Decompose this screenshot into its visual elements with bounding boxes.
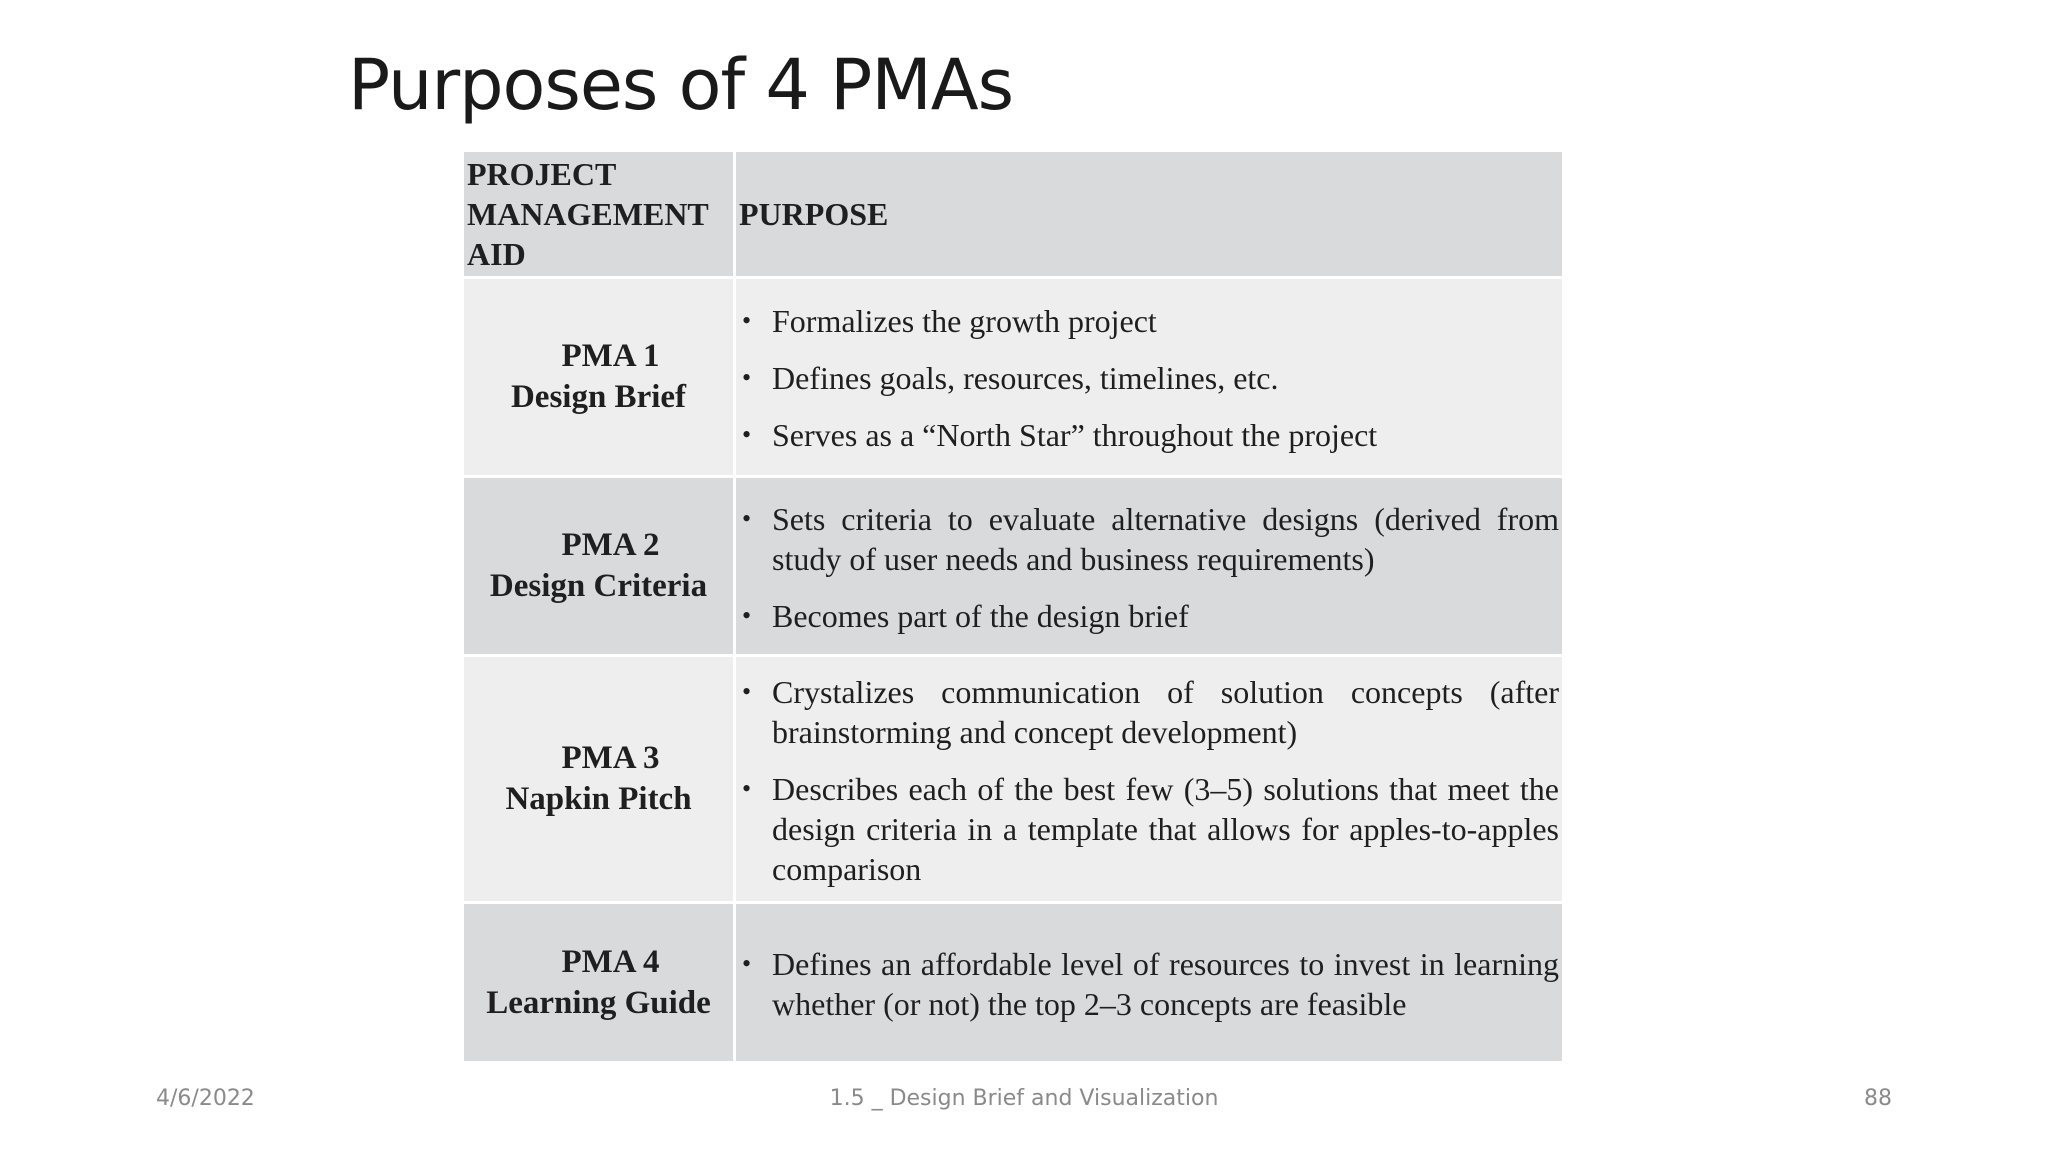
pma-name: Design Criteria bbox=[489, 568, 708, 604]
aid-cell bbox=[463, 656, 735, 903]
bullet-icon: • bbox=[742, 363, 752, 392]
pma-name: Napkin Pitch bbox=[505, 781, 692, 817]
bullet-icon: • bbox=[742, 420, 752, 449]
page-number: 88 bbox=[1864, 1086, 1892, 1111]
list-item bbox=[740, 672, 1559, 752]
list-item bbox=[740, 358, 1559, 398]
header-purpose: PURPOSE bbox=[735, 151, 1564, 278]
purpose-cell bbox=[735, 656, 1564, 903]
table-row bbox=[463, 656, 1564, 903]
list-item bbox=[740, 596, 1559, 636]
list-item bbox=[740, 769, 1559, 889]
purpose-cell bbox=[735, 278, 1564, 477]
bullet-icon: • bbox=[742, 306, 752, 335]
pma-number: PMA 3 bbox=[561, 740, 660, 776]
table-row bbox=[463, 278, 1564, 477]
bullet-icon: • bbox=[742, 948, 752, 978]
list-item bbox=[740, 944, 1559, 1024]
pma-table bbox=[461, 149, 1565, 1064]
pma-name: Design Brief bbox=[510, 379, 687, 415]
pma-name: Learning Guide bbox=[486, 984, 711, 1021]
aid-cell bbox=[463, 278, 735, 477]
purpose-cell bbox=[735, 903, 1564, 1063]
bullet-text: Becomes part of the design brief bbox=[772, 597, 1189, 634]
footer-date: 4/6/2022 bbox=[156, 1086, 255, 1111]
table-header-row bbox=[463, 151, 1564, 278]
purpose-cell bbox=[735, 477, 1564, 656]
bullet-list bbox=[740, 672, 1559, 889]
bullet-list bbox=[740, 944, 1559, 1024]
list-item bbox=[740, 499, 1559, 579]
pma-number: PMA 4 bbox=[561, 943, 660, 980]
bullet-list bbox=[740, 499, 1559, 636]
aid-cell bbox=[463, 477, 735, 656]
bullet-text: Defines goals, resources, timelines, etc. bbox=[772, 360, 1279, 396]
bullet-text: Describes each of the best few (3–5) solutions that meet the design criteria in a template that allows for apples-to-apples comparison bbox=[772, 770, 1559, 887]
bullet-text: Sets criteria to evaluate alternative designs (derived from study of user needs and business requirements) bbox=[772, 500, 1559, 577]
header-aid: PROJECT MANAGEMENT AID bbox=[463, 151, 735, 278]
bullet-text: Crystalizes communication of solution concepts (after brainstorming and concept development) bbox=[772, 673, 1559, 750]
table-row bbox=[463, 477, 1564, 656]
pma-number: PMA 2 bbox=[561, 527, 660, 563]
bullet-icon: • bbox=[742, 676, 752, 706]
footer-title: 1.5 _ Design Brief and Visualization bbox=[829, 1086, 1219, 1111]
bullet-text: Formalizes the growth project bbox=[772, 303, 1157, 339]
bullet-icon: • bbox=[742, 773, 752, 803]
bullet-icon: • bbox=[742, 503, 752, 533]
slide-title: Purposes of 4 PMAs bbox=[348, 44, 1014, 126]
bullet-text: Defines an affordable level of resources to invest in learning whether (or not) the top 2–3 concepts are feasible bbox=[772, 945, 1559, 1022]
bullet-text: Serves as a “North Star” throughout the project bbox=[772, 417, 1378, 453]
bullet-icon: • bbox=[742, 600, 752, 630]
pma-number: PMA 1 bbox=[561, 338, 660, 374]
list-item bbox=[740, 301, 1559, 341]
list-item bbox=[740, 415, 1559, 455]
table-row bbox=[463, 903, 1564, 1063]
bullet-list bbox=[740, 301, 1559, 455]
aid-cell bbox=[463, 903, 735, 1063]
